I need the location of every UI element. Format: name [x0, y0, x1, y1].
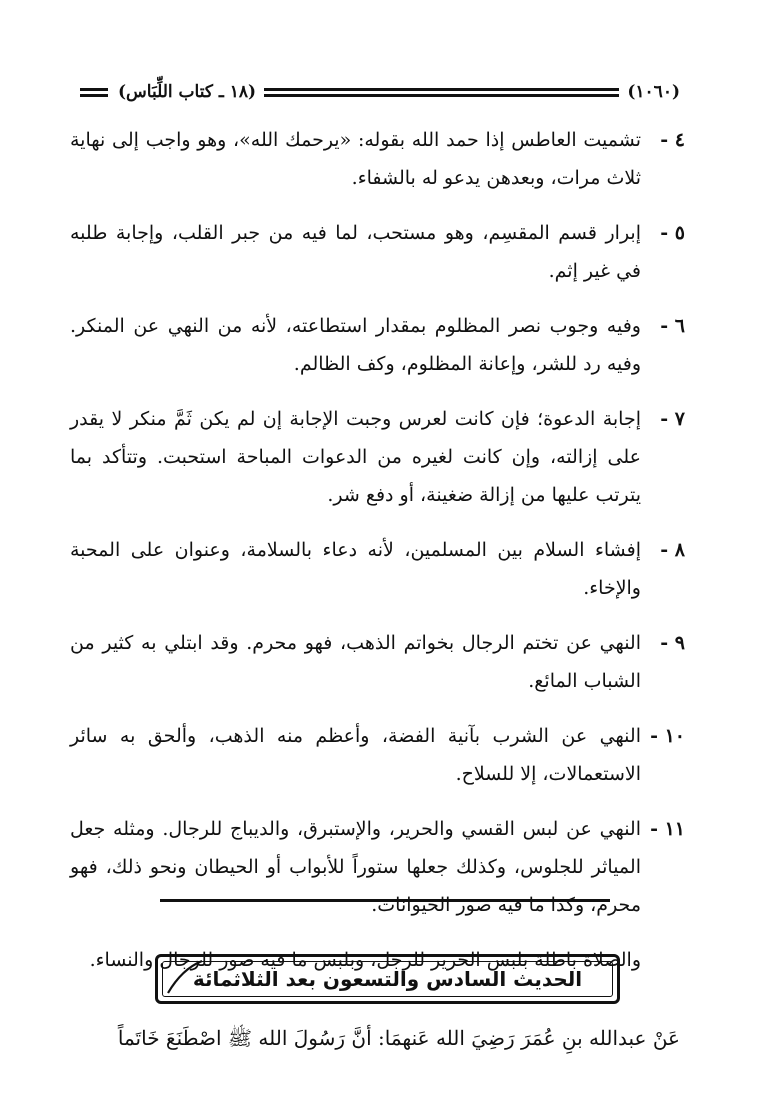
item-text: النهي عن لبس القسي والحرير، والإستبرق، والديباج للرجال. ومثله جعل المياثر للجلوس، وكذلك جعلها ستوراً للأبواب أو الحيطان ونحو ذلك، فهو محرم، وكذا ما فيه صور الحيوانات. [70, 818, 641, 916]
item-text: تشميت العاطس إذا حمد الله بقوله: «يرحمك الله»، وهو واجب إلى نهاية ثلاث مرات، وبعدهن يدعو له بالشفاء. [70, 129, 641, 189]
item-number: ٩ - [660, 632, 685, 654]
list-item [70, 810, 685, 924]
item-text: إبرار قسم المقسِم، وهو مستحب، لما فيه من جبر القلب، وإجابة طلبه في غير إثم. [70, 222, 641, 282]
hadith-text: عَنْ عبدالله بنِ عُمَرَ رَضِيَ الله عَنهمَا: أنَّ رَسُولَ الله ﷺ اصْطَنَعَ خَاتَماً [117, 1026, 680, 1050]
item-number: ٥ - [660, 222, 685, 244]
section-heading-inner-frame [162, 961, 613, 997]
list-item [70, 531, 685, 607]
list-item [70, 717, 685, 793]
section-divider [160, 899, 610, 902]
list-item [70, 624, 685, 700]
item-number: ١١ - [650, 818, 685, 840]
book-title: (١٨ ـ كتاب اللِّبَاس) [118, 82, 257, 102]
item-number: ٧ - [660, 408, 685, 430]
item-number: ٦ - [660, 315, 685, 337]
closing-paragraph: والصلاة باطلة بلبس الحرير للرجل، وبلبس ما فيه صور للرجال والنساء. [89, 949, 641, 971]
item-number: ٨ - [660, 539, 685, 561]
list-item [70, 307, 685, 383]
item-number: ١٠ - [650, 725, 685, 747]
list-item [70, 400, 685, 514]
header-rule-middle [264, 88, 619, 97]
item-text: إجابة الدعوة؛ فإن كانت لعرس وجبت الإجابة إن لم يكن ثَمَّ منكر لا يقدر على إزالته، وإن كانت لغيره من الدعوات المباحة استحبت. وتتأكد بما يترتب عليها من إزالة ضغينة، أو دفع شر. [70, 408, 641, 506]
page-header [80, 78, 680, 106]
item-text: النهي عن تختم الرجال بخواتم الذهب، فهو محرم. وقد ابتلي به كثير من الشباب المائع. [70, 632, 641, 692]
list-item [70, 121, 685, 197]
page-number: (١٠٦٠) [627, 82, 680, 102]
item-number: ٤ - [660, 129, 685, 151]
section-title: الحديث السادس والتسعون بعد الثلاثمائة [192, 967, 583, 991]
list-item [70, 214, 685, 290]
item-text: إفشاء السلام بين المسلمين، لأنه دعاء بالسلامة، وعنوان على المحبة والإخاء. [70, 539, 641, 599]
header-rule-left [80, 88, 108, 97]
page-body [70, 121, 685, 979]
item-text: وفيه وجوب نصر المظلوم بمقدار استطاعته، لأنه من النهي عن المنكر. وفيه رد للشر، وإعانة المظلوم، وكف الظالم. [70, 315, 641, 375]
item-text: النهي عن الشرب بآنية الفضة، وأعظم منه الذهب، وألحق به سائر الاستعمالات، إلا للسلاح. [70, 725, 641, 785]
slash-ornament-icon [164, 959, 204, 995]
section-heading-box [155, 954, 620, 1004]
